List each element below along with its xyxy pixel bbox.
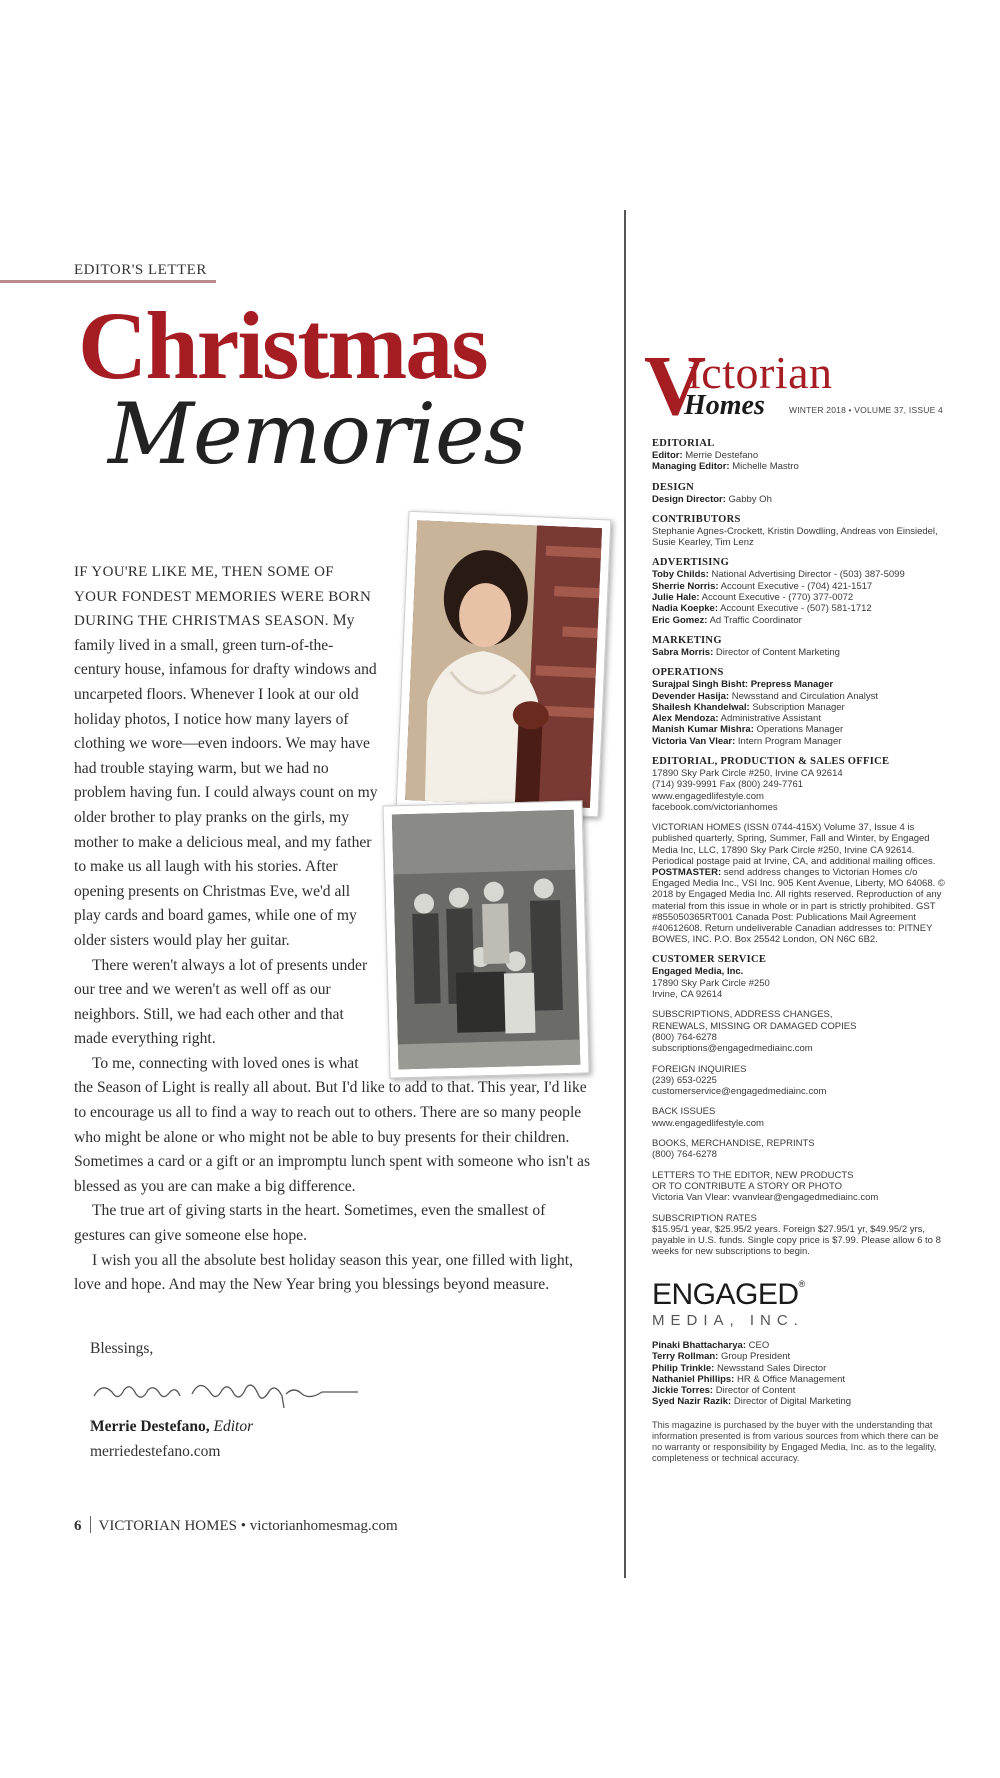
- editor-role: Editor: [213, 1418, 254, 1435]
- staff-office: EDITORIAL, PRODUCTION & SALES OFFICE 17890 Sky Park Circle #250, Irvine CA 92614 (714) 939-9991 Fax (800) 249-7761 www.engagedlifestyle.com facebook.com/victorianhomes: [652, 756, 890, 813]
- list-item: Terry Rollman: Group President: [652, 1351, 791, 1363]
- list-item: Julie Hale: Account Executive - (770) 377-0072: [652, 592, 854, 604]
- victorian-homes-logo: [644, 337, 944, 433]
- staff-advertising: ADVERTISING Toby Childs: National Advertising Director - (503) 387-5099 Sherrie Norris: Account Executive - (704) 421-1517 Julie Hale: Account Executive - (770) 377-0072 Nadia Koepke: Account Executive - (507) 581-1712 Eric Gomez: Ad Traffic Coordinator: [652, 557, 947, 625]
- list-item: Manish Kumar Mishra: Operations Manager: [652, 724, 844, 736]
- logo-v: V: [644, 337, 707, 433]
- list-item: Philip Trinkle: Newsstand Sales Director: [652, 1362, 827, 1374]
- section-rule: [0, 280, 216, 283]
- letter-paragraph-5: I wish you all the absolute best holiday season this year, one filled with light, love and hope. And may the New Year bring you blessings beyond measure.: [74, 1251, 573, 1294]
- list-item: Victoria Van Vlear: Intern Program Manager: [652, 735, 842, 747]
- list-item: Alex Mendoza: Administrative Assistant: [652, 713, 821, 725]
- staff-editorial: EDITORIAL Editor: Merrie Destefano Managing Editor: Michelle Mastro: [652, 438, 947, 473]
- letter-lead: IF YOU'RE LIKE ME, THEN SOME OF YOUR FONDEST MEMORIES WERE BORN DURING THE CHRISTMAS SEASON.: [74, 564, 372, 630]
- page-number: 6: [74, 1518, 82, 1534]
- books-merchandise: BOOKS, MERCHANDISE, REPRINTS (800) 764-6278: [652, 1138, 815, 1161]
- list-item: Syed Nazir Razik: Director of Digital Marketing: [652, 1396, 852, 1408]
- list-item: Jickie Torres: Director of Content: [652, 1385, 796, 1397]
- issue-line: WINTER 2018 • VOLUME 37, ISSUE 4: [789, 405, 943, 415]
- staff-contributors: CONTRIBUTORS Stephanie Agnes-Crockett, Kristin Dowdling, Andreas von Einsiedel, Susie Kearley, Tim Lenz: [652, 513, 938, 549]
- list-item: Surajpal Singh Bisht: Prepress Manager: [652, 679, 834, 691]
- list-item: Toby Childs: National Advertising Director - (503) 387-5099: [652, 569, 905, 581]
- list-item: Eric Gomez: Ad Traffic Coordinator: [652, 614, 802, 626]
- page-footer: [74, 1516, 398, 1535]
- staff-design: DESIGN Design Director: Gabby Oh: [652, 481, 772, 505]
- staff-operations: OPERATIONS Surajpal Singh Bisht: Prepress Manager Devender Hasija: Newsstand and Circulation Analyst Shailesh Khandelwal: Subscription Manager Alex Mendoza: Administrative Assistant Manish Kumar Mishra: Operations Manager Victoria Van Vlear: Intern Program Manager: [652, 667, 947, 747]
- engaged-media-logo: [652, 1280, 812, 1329]
- customer-service: CUSTOMER SERVICE Engaged Media, Inc. 17890 Sky Park Circle #250 Irvine, CA 92614: [652, 954, 770, 1001]
- foreign-inquiries: FOREIGN INQUIRIES (239) 653-0225 customerservice@engagedmediainc.com: [652, 1063, 827, 1098]
- footer-site: victorianhomesmag.com: [249, 1518, 398, 1534]
- footer-magazine: VICTORIAN HOMES: [98, 1518, 237, 1534]
- editor-website: merriedestefano.com: [90, 1443, 221, 1460]
- engaged-logo-sub: MEDIA, INC.: [652, 1312, 804, 1329]
- family-vintage-image: [392, 810, 581, 1070]
- family-vintage-photo: [382, 800, 589, 1078]
- title-christmas: Christmas: [78, 292, 487, 399]
- editor-portrait-photo: [396, 511, 612, 818]
- letters-to-editor: LETTERS TO THE EDITOR, NEW PRODUCTS OR TO CONTRIBUTE A STORY OR PHOTO Victoria Van Vlear: vvanvlear@engagedmediainc.com: [652, 1169, 879, 1204]
- editor-signature: [90, 1372, 360, 1414]
- section-label: EDITOR'S LETTER: [74, 262, 207, 278]
- back-issues: BACK ISSUES www.engagedlifestyle.com: [652, 1106, 764, 1129]
- letter-paragraph-2: There weren't always a lot of presents under our tree and we weren't as well off as our neighbors. Still, we had each other and that made everything right.: [74, 956, 368, 1048]
- logo-ictorian: ictorian: [688, 347, 833, 398]
- list-item: Pinaki Bhattacharya: CEO: [652, 1340, 770, 1351]
- list-item: Shailesh Khandelwal: Subscription Manager: [652, 701, 845, 713]
- list-item: Devender Hasija: Newsstand and Circulation Analyst: [652, 690, 879, 702]
- letter-paragraph-4: The true art of giving starts in the heart. Sometimes, even the smallest of gestures can give someone else hope.: [74, 1202, 546, 1245]
- disclaimer: This magazine is purchased by the buyer with the understanding that information presented is from various sources from which there can be no warranty or responsibility by Engaged Media, Inc. as to the legality, completeness or technical accuracy.: [652, 1420, 939, 1463]
- letter-p1-rest: My family lived in a small, green turn-of-the-century house, infamous for drafty windows and uncarpeted floors. Whenever I look at our old holiday photos, I notice how many layers of clothing we wore—even indoors. We may have had trouble staying warm, but we had no problem having fun. I could always count on my older brother to play pranks on the girls, my mother to make a delicious meal, and my father to make us all laugh with his stories. After opening presents on Christmas Eve, we'd all play cards and board games, while one of my older sisters would play her guitar.: [74, 612, 378, 949]
- letter-paragraph-3: To me, connecting with loved ones is what the Season of Light is really all about. But I'd like to add to that. This year, I'd like to encourage us all to find a way to reach out to others. There are so many people who might be alone or who might not be able to buy presents for their children. Sometimes a card or a gift or an impromptu lunch spent with someone who isn't as blessed as you are can make a big difference.: [74, 1054, 591, 1195]
- editor-name-bold: Merrie Destefano,: [90, 1418, 210, 1435]
- title-memories: Memories: [108, 385, 526, 483]
- subscription-rates: SUBSCRIPTION RATES $15.95/1 year, $25.95/2 years. Foreign $27.95/1 yr, $49.95/2 yrs, payable in U.S. funds. Single copy price is $7.99. Please allow 6 to 8 weeks for new subscriptions to begin.: [652, 1212, 941, 1258]
- staff-box: [652, 438, 947, 1267]
- logo-homes: Homes: [684, 390, 765, 421]
- footer-divider: [90, 1516, 91, 1533]
- subscriptions-info: SUBSCRIPTIONS, ADDRESS CHANGES, RENEWALS, MISSING OR DAMAGED COPIES (800) 764-6278 subscriptions@engagedmediainc.com: [652, 1009, 857, 1055]
- letter-closing: Blessings,: [90, 1340, 154, 1357]
- engaged-logo-word: ENGAGED: [652, 1278, 799, 1311]
- footer-bullet: •: [240, 1518, 246, 1534]
- engaged-staff: [652, 1340, 947, 1408]
- staff-marketing: MARKETING Sabra Morris: Director of Content Marketing: [652, 634, 840, 658]
- registered-mark: ®: [798, 1279, 805, 1289]
- editor-portrait-image: [405, 520, 602, 808]
- legal-notice: VICTORIAN HOMES (ISSN 0744-415X) Volume 37, Issue 4 is published quarterly, Spring, Summer, Fall and Winter, by Engaged Media Inc, LLC, 17890 Sky Park Circle #250, Irvine CA 92614. Periodical postage paid at Irvine, CA, and additional mailing offices. POSTMASTER: send address changes to Victorian Homes c/o Engaged Media Inc., VSI Inc. 905 Kent Avenue, Liberty, MO 64068. © 2018 by Engaged Media Inc. All rights reserved. Reproduction of any material from this issue in whole or in part is strictly prohibited. GST #855050365RT001 Canada Post: Publications Mail Agreement #40612608. Return undeliverable Canadian addresses to: PITNEY BOWES, INC. P.O. Box 25542 London, ON N6C 6B2.: [652, 822, 945, 946]
- list-item: Sherrie Norris: Account Executive - (704) 421-1517: [652, 580, 873, 592]
- heading-editorial: EDITORIAL: [652, 438, 715, 449]
- list-item: Nathaniel Phillips: HR & Office Management: [652, 1373, 846, 1385]
- list-item: Nadia Koepke: Account Executive - (507) 581-1712: [652, 603, 872, 615]
- editor-name: [90, 1418, 253, 1436]
- column-divider: [624, 210, 626, 1578]
